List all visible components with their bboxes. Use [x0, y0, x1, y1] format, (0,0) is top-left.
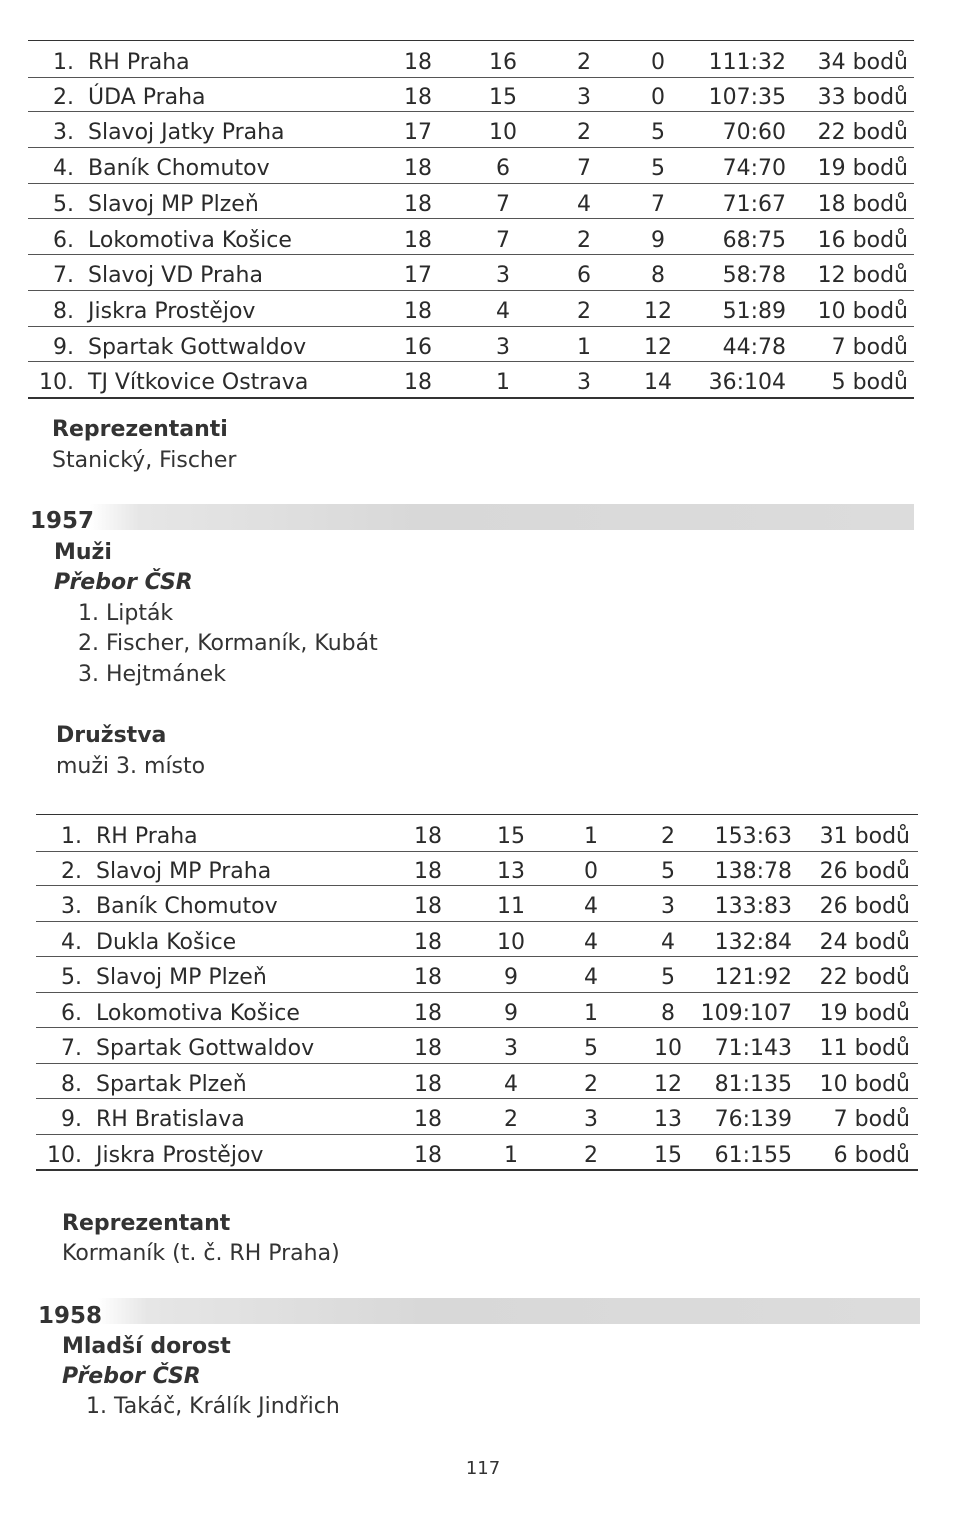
cell-team: Spartak Gottwaldov: [88, 334, 307, 360]
cell-rank: 8.: [53, 298, 74, 324]
category-heading: Muži: [54, 540, 112, 565]
cell-team: RH Bratislava: [96, 1107, 245, 1132]
year-1958: 1958: [38, 1303, 103, 1329]
cell-drawn: 7: [577, 156, 591, 182]
cell-won: 2: [504, 1107, 518, 1132]
cell-won: 7: [496, 227, 510, 253]
cell-played: 18: [414, 1142, 442, 1168]
table-row: [36, 992, 918, 1029]
cell-won: 9: [504, 965, 518, 990]
cell-score: 81:135: [714, 1071, 792, 1097]
cell-won: 15: [489, 84, 517, 110]
cell-drawn: 2: [584, 1071, 598, 1097]
cell-played: 17: [404, 263, 432, 289]
cell-team: Lokomotiva Košice: [88, 227, 292, 253]
cell-team: Spartak Gottwaldov: [96, 1036, 315, 1061]
cell-team: Jiskra Prostějov: [88, 298, 256, 324]
table-row: [28, 254, 914, 291]
cell-team: Spartak Plzeň: [96, 1071, 247, 1097]
cell-drawn: 2: [577, 120, 591, 146]
cell-won: 4: [504, 1071, 518, 1097]
category-heading-1958: Mladší dorost: [62, 1334, 231, 1359]
cell-won: 4: [496, 298, 510, 324]
championship-heading: Přebor ČSR: [54, 570, 193, 595]
cell-rank: 6.: [53, 227, 74, 253]
cell-drawn: 2: [584, 1142, 598, 1168]
cell-rank: 5.: [53, 191, 74, 217]
cell-won: 1: [504, 1142, 518, 1168]
table-row: [28, 361, 914, 399]
cell-points: 26 bodů: [819, 858, 910, 884]
representative-name: Kormaník (t. č. RH Praha): [62, 1241, 340, 1266]
cell-score: 61:155: [714, 1142, 792, 1168]
cell-points: 10 bodů: [817, 298, 908, 324]
cell-played: 18: [414, 1071, 442, 1097]
cell-drawn: 3: [577, 370, 591, 396]
cell-rank: 9.: [61, 1107, 82, 1132]
cell-lost: 0: [651, 50, 665, 75]
cell-lost: 12: [654, 1071, 682, 1097]
cell-rank: 6.: [61, 1000, 82, 1026]
cell-rank: 8.: [61, 1071, 82, 1097]
cell-team: Slavoj Jatky Praha: [88, 120, 285, 146]
table-row: [28, 40, 914, 78]
cell-rank: 3.: [53, 120, 74, 146]
cell-rank: 7.: [53, 263, 74, 289]
cell-score: 132:84: [714, 929, 792, 955]
placing-2: 2. Fischer, Kormaník, Kubát: [78, 631, 378, 656]
cell-team: Dukla Košice: [96, 929, 237, 955]
cell-won: 7: [496, 191, 510, 217]
teams-result: muži 3. místo: [56, 754, 206, 779]
table-row: [36, 885, 918, 922]
cell-rank: 3.: [61, 894, 82, 919]
placing-1958-1: 1. Takáč, Králík Jindřich: [86, 1394, 340, 1419]
cell-played: 18: [414, 894, 442, 919]
cell-points: 7 bodů: [833, 1107, 910, 1132]
cell-score: 74:70: [722, 156, 786, 182]
cell-lost: 14: [644, 370, 672, 396]
cell-drawn: 2: [577, 50, 591, 75]
table-row: [36, 956, 918, 993]
cell-played: 18: [414, 824, 442, 849]
table-row: [28, 76, 914, 113]
cell-drawn: 1: [584, 1000, 598, 1026]
cell-points: 12 bodů: [817, 263, 908, 289]
year-bar-1957: [90, 504, 914, 530]
cell-score: 107:35: [708, 84, 786, 110]
cell-lost: 0: [651, 84, 665, 110]
cell-score: 71:143: [714, 1036, 792, 1061]
table-row: [36, 1098, 918, 1135]
cell-played: 18: [404, 191, 432, 217]
cell-won: 9: [504, 1000, 518, 1026]
cell-rank: 9.: [53, 334, 74, 360]
cell-team: Slavoj VD Praha: [88, 263, 263, 289]
cell-points: 6 bodů: [833, 1142, 910, 1168]
cell-lost: 3: [661, 894, 675, 919]
table-row: [36, 1134, 918, 1172]
cell-lost: 5: [651, 120, 665, 146]
cell-lost: 4: [661, 929, 675, 955]
cell-team: Slavoj MP Plzeň: [88, 191, 259, 217]
cell-drawn: 0: [584, 858, 598, 884]
cell-won: 15: [497, 824, 525, 849]
table-row: [28, 183, 914, 220]
cell-drawn: 4: [584, 929, 598, 955]
table-row: [36, 921, 918, 958]
cell-drawn: 4: [577, 191, 591, 217]
cell-played: 17: [404, 120, 432, 146]
cell-rank: 10.: [39, 370, 74, 396]
table-row: [28, 290, 914, 327]
cell-team: Slavoj MP Praha: [96, 858, 272, 884]
cell-lost: 5: [661, 858, 675, 884]
cell-score: 70:60: [722, 120, 786, 146]
cell-points: 5 bodů: [831, 370, 908, 396]
cell-rank: 2.: [61, 858, 82, 884]
cell-drawn: 4: [584, 965, 598, 990]
table-row: [36, 1063, 918, 1100]
cell-team: Lokomotiva Košice: [96, 1000, 300, 1026]
representatives-names: Stanický, Fischer: [52, 448, 237, 473]
cell-played: 16: [404, 334, 432, 360]
cell-lost: 5: [661, 965, 675, 990]
cell-points: 19 bodů: [817, 156, 908, 182]
teams-heading: Družstva: [56, 723, 167, 748]
cell-lost: 8: [661, 1000, 675, 1026]
table-row: [28, 326, 914, 363]
representative-heading: Reprezentant: [62, 1211, 231, 1236]
cell-lost: 8: [651, 263, 665, 289]
cell-score: 58:78: [722, 263, 786, 289]
cell-played: 18: [404, 298, 432, 324]
cell-points: 34 bodů: [817, 50, 908, 75]
cell-points: 31 bodů: [819, 824, 910, 849]
cell-points: 10 bodů: [819, 1071, 910, 1097]
table-row: [28, 219, 914, 256]
table-row: [28, 111, 914, 148]
cell-lost: 7: [651, 191, 665, 217]
cell-rank: 4.: [61, 929, 82, 955]
cell-lost: 5: [651, 156, 665, 182]
cell-points: 24 bodů: [819, 929, 910, 955]
cell-played: 18: [404, 84, 432, 110]
year-1957: 1957: [30, 508, 95, 534]
cell-drawn: 5: [584, 1036, 598, 1061]
cell-played: 18: [414, 965, 442, 990]
cell-drawn: 2: [577, 298, 591, 324]
cell-lost: 13: [654, 1107, 682, 1132]
cell-team: RH Praha: [88, 50, 190, 75]
cell-score: 68:75: [722, 227, 786, 253]
cell-won: 6: [496, 156, 510, 182]
cell-played: 18: [414, 858, 442, 884]
cell-rank: 7.: [61, 1036, 82, 1061]
cell-drawn: 2: [577, 227, 591, 253]
cell-lost: 2: [661, 824, 675, 849]
page-number: 117: [465, 1458, 501, 1479]
cell-won: 1: [496, 370, 510, 396]
cell-played: 18: [404, 370, 432, 396]
cell-drawn: 3: [577, 84, 591, 110]
placing-1: 1. Lipták: [78, 601, 174, 626]
cell-played: 18: [414, 1000, 442, 1026]
cell-score: 71:67: [722, 191, 786, 217]
cell-score: 138:78: [714, 858, 792, 884]
cell-team: Slavoj MP Plzeň: [96, 965, 267, 990]
representatives-heading: Reprezentanti: [52, 417, 228, 442]
cell-won: 11: [497, 894, 525, 919]
championship-heading-1958: Přebor ČSR: [62, 1364, 201, 1389]
cell-played: 18: [414, 929, 442, 955]
cell-lost: 12: [644, 298, 672, 324]
cell-won: 10: [489, 120, 517, 146]
year-bar-1958: [98, 1298, 920, 1324]
cell-played: 18: [404, 50, 432, 75]
cell-rank: 1.: [53, 50, 74, 75]
cell-points: 26 bodů: [819, 894, 910, 919]
cell-score: 121:92: [714, 965, 792, 990]
cell-played: 18: [404, 156, 432, 182]
cell-won: 16: [489, 50, 517, 75]
cell-played: 18: [414, 1036, 442, 1061]
cell-score: 76:139: [714, 1107, 792, 1132]
cell-points: 7 bodů: [831, 334, 908, 360]
cell-rank: 2.: [53, 84, 74, 110]
cell-team: Baník Chomutov: [96, 894, 278, 919]
cell-won: 3: [504, 1036, 518, 1061]
cell-drawn: 4: [584, 894, 598, 919]
cell-rank: 5.: [61, 965, 82, 990]
cell-points: 18 bodů: [817, 191, 908, 217]
cell-lost: 10: [654, 1036, 682, 1061]
cell-score: 51:89: [722, 298, 786, 324]
cell-won: 10: [497, 929, 525, 955]
cell-points: 33 bodů: [817, 84, 908, 110]
cell-team: TJ Vítkovice Ostrava: [88, 370, 309, 396]
cell-drawn: 1: [584, 824, 598, 849]
cell-rank: 4.: [53, 156, 74, 182]
cell-team: Baník Chomutov: [88, 156, 270, 182]
cell-drawn: 6: [577, 263, 591, 289]
cell-score: 153:63: [714, 824, 792, 849]
cell-rank: 10.: [47, 1142, 82, 1168]
cell-team: Jiskra Prostějov: [96, 1142, 264, 1168]
cell-drawn: 1: [577, 334, 591, 360]
table-row: [36, 1027, 918, 1064]
cell-score: 44:78: [722, 334, 786, 360]
cell-won: 3: [496, 263, 510, 289]
table-row: [28, 147, 914, 184]
cell-rank: 1.: [61, 824, 82, 849]
cell-score: 133:83: [714, 894, 792, 919]
cell-team: RH Praha: [96, 824, 198, 849]
cell-won: 13: [497, 858, 525, 884]
cell-points: 22 bodů: [817, 120, 908, 146]
cell-team: ÚDA Praha: [88, 84, 206, 110]
table-row: [36, 814, 918, 852]
placing-3: 3. Hejtmánek: [78, 662, 226, 687]
cell-played: 18: [404, 227, 432, 253]
cell-points: 22 bodů: [819, 965, 910, 990]
table-row: [36, 850, 918, 887]
cell-lost: 9: [651, 227, 665, 253]
cell-lost: 12: [644, 334, 672, 360]
cell-won: 3: [496, 334, 510, 360]
cell-score: 109:107: [700, 1000, 792, 1026]
cell-drawn: 3: [584, 1107, 598, 1132]
cell-points: 11 bodů: [819, 1036, 910, 1061]
cell-score: 111:32: [708, 50, 786, 75]
cell-lost: 15: [654, 1142, 682, 1168]
cell-points: 16 bodů: [817, 227, 908, 253]
cell-score: 36:104: [708, 370, 786, 396]
cell-points: 19 bodů: [819, 1000, 910, 1026]
cell-played: 18: [414, 1107, 442, 1132]
